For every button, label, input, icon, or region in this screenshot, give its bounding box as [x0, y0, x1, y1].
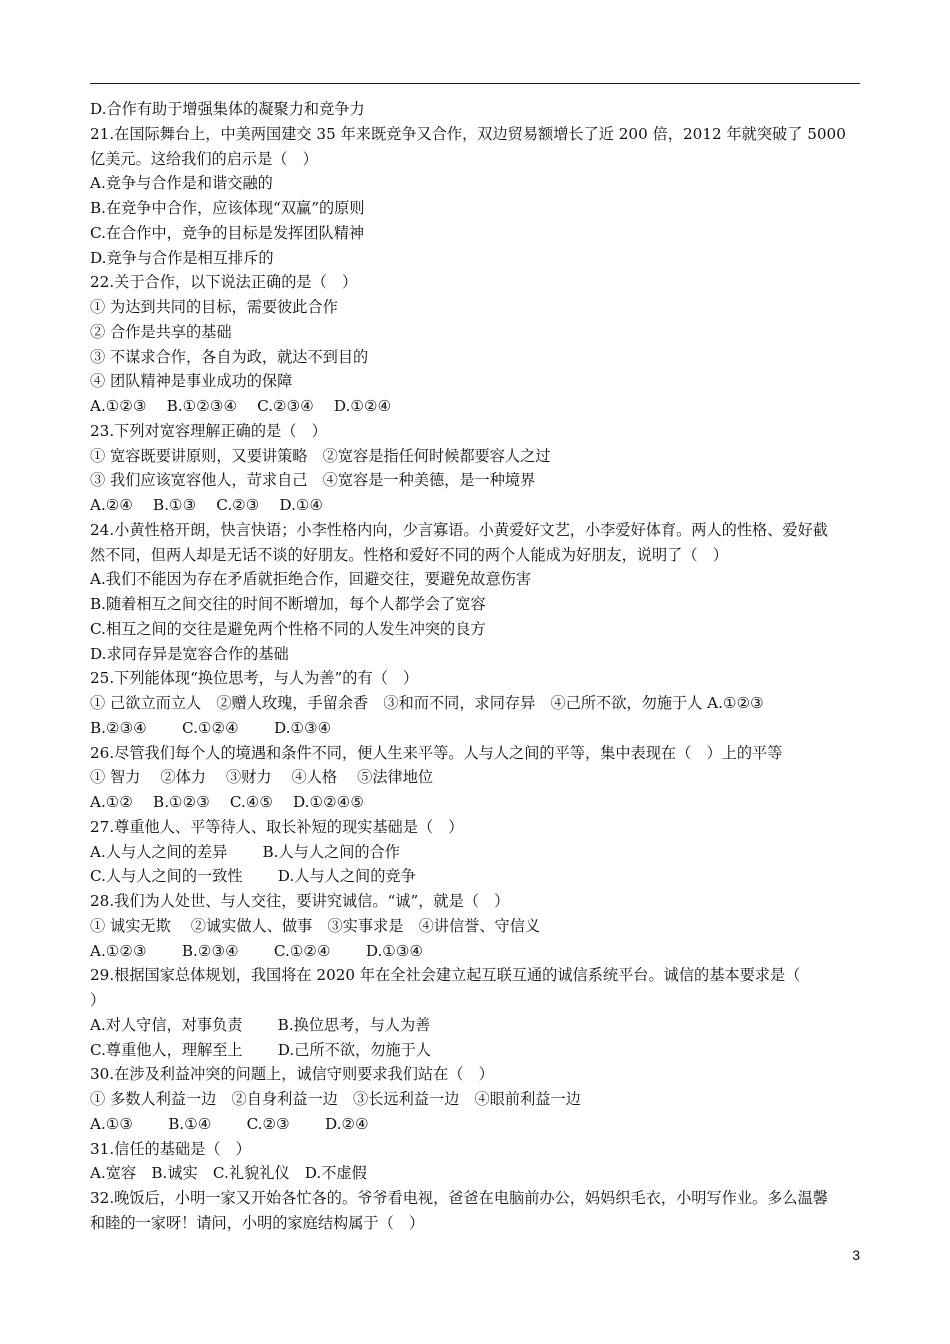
text-line: ③ 我们应该宽容他人，苛求自己 ④宽容是一种美德，是一种境界	[90, 471, 536, 490]
text-line: 32.晚饭后，小明一家又开始各忙各的。爷爷看电视，爸爸在电脑前办公，妈妈织毛衣，小明写作业。多么温馨	[90, 1189, 828, 1207]
text-line: A.①②③ B.①②③④ C.②③④ D.①②④	[90, 397, 392, 415]
text-line: A.②④ B.①③ C.②③ D.①④	[90, 496, 324, 514]
text-line: A.对人守信，对事负责 B.换位思考，与人为善	[90, 1015, 431, 1034]
text-line: B.随着相互之间交往的时间不断增加，每个人都学会了宽容	[90, 595, 486, 613]
text-line: ④ 团队精神是事业成功的保障	[90, 372, 293, 391]
text-line: C.相互之间的交往是避免两个性格不同的人发生冲突的良方	[90, 619, 486, 638]
text-line: C.尊重他人，理解至上 D.己所不欲，勿施于人	[90, 1040, 431, 1059]
text-line: D.竞争与合作是相互排斥的	[90, 248, 274, 267]
text-line: 30.在涉及利益冲突的问题上，诚信守则要求我们站在（ ）	[90, 1065, 494, 1084]
text-line: 21.在国际舞台上，中美两国建交 35 年来既竞争又合作，双边贸易额增长了近 200 倍，2012 年就突破了 5000	[90, 124, 846, 143]
text-line: 22.关于合作，以下说法正确的是（ ）	[90, 273, 358, 292]
text-line: A.①②③ B.②③④ C.①②④ D.①③④	[90, 941, 424, 960]
text-line: ① 己欲立而立人 ②赠人玫瑰，手留余香 ③和而不同，求同存异 ④己所不欲，勿施于人 A.①②③	[90, 694, 764, 712]
text-line: ① 多数人利益一边 ②自身利益一边 ③长远利益一边 ④眼前利益一边	[90, 1090, 581, 1108]
text-line: 27.尊重他人、平等待人、取长补短的现实基础是（ ）	[90, 817, 464, 836]
text-line: D.合作有助于增强集体的凝聚力和竞争力	[90, 100, 365, 118]
text-line: D.求同存异是宽容合作的基础	[90, 644, 289, 663]
text-line: 然不同，但两人却是无话不谈的好朋友。性格和爱好不同的两个人能成为好朋友，说明了（ ）	[90, 545, 728, 564]
text-line: 25.下列能体现“换位思考，与人为善”的有（ ）	[90, 669, 419, 688]
text-line: A.宽容 B.诚实 C.礼貌礼仪 D.不虚假	[90, 1164, 367, 1183]
text-line: A.①③ B.①④ C.②③ D.②④	[90, 1114, 369, 1133]
text-line: 23.下列对宽容理解正确的是（ ）	[90, 421, 327, 440]
text-line: 亿美元。这给我们的启示是（ ）	[90, 149, 318, 168]
text-line: 28.我们为人处世、与人交往，要讲究诚信。“诚”，就是（ ）	[90, 892, 510, 910]
text-line: 24.小黄性格开朗，快言快语；小李性格内向，少言寡语。小黄爱好文艺，小李爱好体育。两人的性格、爱好截	[90, 520, 828, 539]
text-line: 26.尽管我们每个人的境遇和条件不同，便人生来平等。人与人之间的平等，集中表现在（ ）上的平等	[90, 743, 783, 762]
text-line: 和睦的一家呀！请问，小明的家庭结构属于（ ）	[90, 1213, 425, 1232]
text-line: ① 为达到共同的目标，需要彼此合作	[90, 298, 338, 316]
text-line: ② 合作是共享的基础	[90, 322, 232, 341]
text-line: ① 宽容既要讲原则，又要讲策略 ②宽容是指任何时候都要容人之过	[90, 446, 551, 465]
document-body	[90, 97, 862, 1236]
page-number: 3	[852, 1247, 860, 1263]
text-line: 31.信任的基础是（ ）	[90, 1139, 251, 1158]
text-line: C.人与人之间的一致性 D.人与人之间的竞争	[90, 867, 416, 886]
text-line: ① 诚实无欺 ②诚实做人、做事 ③实事求是 ④讲信誉、守信义	[90, 916, 541, 935]
header-rule	[90, 83, 860, 84]
text-line: A.①② B.①②③ C.④⑤ D.①②④⑤	[90, 793, 364, 811]
text-line: B.在竞争中合作，应该体现“双赢”的原则	[90, 199, 365, 217]
text-line: C.在合作中，竞争的目标是发挥团队精神	[90, 223, 365, 242]
text-line: A.竞争与合作是和谐交融的	[90, 174, 273, 193]
text-line: ）	[90, 991, 106, 1009]
text-line: ③ 不谋求合作，各自为政，就达不到目的	[90, 347, 369, 366]
text-line: A.人与人之间的差异 B.人与人之间的合作	[90, 842, 400, 861]
text-line: 29.根据国家总体规划，我国将在 2020 年在全社会建立起互联互通的诚信系统平台。诚信的基本要求是（	[90, 966, 801, 985]
text-line: A.我们不能因为存在矛盾就拒绝合作，回避交往，要避免故意伤害	[90, 570, 532, 589]
text-line: ① 智力 ②体力 ③财力 ④人格 ⑤法律地位	[90, 768, 434, 787]
text-line: B.②③④ C.①②④ D.①③④	[90, 718, 332, 737]
